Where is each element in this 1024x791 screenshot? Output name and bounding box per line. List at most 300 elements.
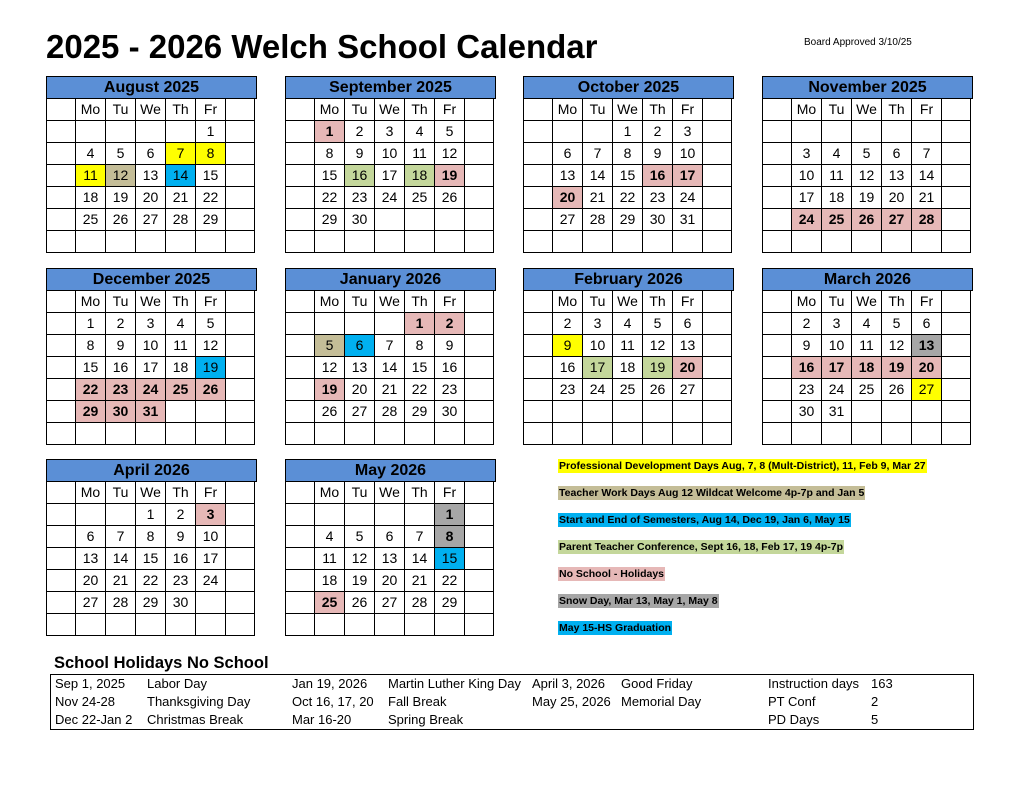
- week-row: [763, 187, 973, 209]
- week-row: [286, 231, 496, 253]
- spacer-cell: [703, 357, 732, 379]
- spacer-cell: [286, 143, 315, 165]
- spacer-cell: [763, 209, 792, 231]
- day-cell: 10: [375, 143, 405, 165]
- spacer-cell: [703, 401, 732, 423]
- day-cell: 9: [435, 335, 465, 357]
- weekday-label: Mo: [76, 482, 106, 504]
- day-cell: 31: [673, 209, 703, 231]
- week-row: [763, 209, 973, 231]
- day-cell: 6: [553, 143, 583, 165]
- day-cell: 19: [106, 187, 136, 209]
- week-row: [47, 209, 257, 231]
- day-cell: 9: [643, 143, 673, 165]
- weekday-label: We: [136, 482, 166, 504]
- spacer-cell: [465, 313, 494, 335]
- day-cell: 15: [315, 165, 345, 187]
- spacer-cell: [942, 291, 971, 313]
- month-title: September 2025: [286, 77, 496, 99]
- spacer-cell: [942, 209, 971, 231]
- spacer-cell: [226, 209, 255, 231]
- spacer-cell: [286, 187, 315, 209]
- day-cell: 23: [166, 570, 196, 592]
- day-cell: [405, 504, 435, 526]
- day-cell: 29: [136, 592, 166, 614]
- weekday-label: Tu: [583, 99, 613, 121]
- day-cell: [76, 614, 106, 636]
- weekday-label: We: [613, 291, 643, 313]
- spacer-cell: [226, 401, 255, 423]
- holidays-title: School Holidays No School: [54, 654, 269, 672]
- spacer-cell: [47, 313, 76, 335]
- spacer-cell: [524, 187, 553, 209]
- spacer-cell: [763, 423, 792, 445]
- week-row: [47, 504, 257, 526]
- weekday-label: We: [375, 291, 405, 313]
- spacer-cell: [465, 187, 494, 209]
- spacer-cell: [942, 379, 971, 401]
- holiday-cell: 2: [871, 694, 879, 709]
- day-cell: [553, 231, 583, 253]
- spacer-cell: [465, 231, 494, 253]
- day-cell: [375, 504, 405, 526]
- day-cell: [136, 231, 166, 253]
- day-cell: 30: [792, 401, 822, 423]
- holiday-cell: Thanksgiving Day: [147, 694, 251, 709]
- week-row: [286, 423, 496, 445]
- week-row: [47, 526, 257, 548]
- day-cell: 2: [345, 121, 375, 143]
- day-cell: [583, 401, 613, 423]
- day-cell: 20: [912, 357, 942, 379]
- month-calendar: [285, 459, 496, 636]
- day-cell: 6: [375, 526, 405, 548]
- spacer-cell: [465, 401, 494, 423]
- day-cell: 31: [822, 401, 852, 423]
- week-row: [524, 379, 734, 401]
- day-cell: 18: [852, 357, 882, 379]
- day-cell: 24: [673, 187, 703, 209]
- day-cell: 14: [166, 165, 196, 187]
- day-cell: [345, 614, 375, 636]
- day-cell: [405, 231, 435, 253]
- day-cell: 21: [166, 187, 196, 209]
- spacer-cell: [47, 209, 76, 231]
- day-cell: [553, 423, 583, 445]
- day-cell: 11: [822, 165, 852, 187]
- day-cell: [136, 614, 166, 636]
- day-cell: 21: [405, 570, 435, 592]
- spacer-cell: [286, 121, 315, 143]
- day-cell: 12: [315, 357, 345, 379]
- weekday-label: Mo: [553, 99, 583, 121]
- holiday-row: [51, 675, 973, 693]
- day-cell: [196, 423, 226, 445]
- spacer-cell: [286, 614, 315, 636]
- day-cell: [852, 423, 882, 445]
- spacer-cell: [286, 209, 315, 231]
- week-row: [286, 357, 496, 379]
- weekday-label: Th: [405, 291, 435, 313]
- spacer-cell: [763, 187, 792, 209]
- spacer-cell: [703, 313, 732, 335]
- weekday-label: Th: [405, 482, 435, 504]
- month-calendar: [46, 76, 257, 253]
- weekday-label: Mo: [553, 291, 583, 313]
- spacer-cell: [942, 231, 971, 253]
- day-cell: 26: [106, 209, 136, 231]
- weekday-label: Fr: [196, 482, 226, 504]
- day-cell: 6: [673, 313, 703, 335]
- day-cell: [315, 614, 345, 636]
- spacer-cell: [763, 121, 792, 143]
- weekday-header-row: [763, 291, 973, 313]
- day-cell: 12: [882, 335, 912, 357]
- day-cell: [583, 423, 613, 445]
- spacer-cell: [942, 165, 971, 187]
- month-title: October 2025: [524, 77, 734, 99]
- day-cell: [375, 423, 405, 445]
- weekday-label: Mo: [315, 99, 345, 121]
- day-cell: 1: [196, 121, 226, 143]
- month-title: April 2026: [47, 460, 257, 482]
- day-cell: 24: [136, 379, 166, 401]
- spacer-cell: [524, 209, 553, 231]
- week-row: [524, 401, 734, 423]
- day-cell: 11: [315, 548, 345, 570]
- day-cell: 27: [375, 592, 405, 614]
- day-cell: [852, 121, 882, 143]
- spacer-cell: [942, 401, 971, 423]
- day-cell: 18: [613, 357, 643, 379]
- day-cell: 21: [583, 187, 613, 209]
- day-cell: 16: [643, 165, 673, 187]
- day-cell: 25: [822, 209, 852, 231]
- day-cell: 6: [882, 143, 912, 165]
- day-cell: 26: [882, 379, 912, 401]
- day-cell: 20: [673, 357, 703, 379]
- day-cell: [912, 121, 942, 143]
- spacer-cell: [703, 143, 732, 165]
- spacer-cell: [942, 357, 971, 379]
- day-cell: [405, 209, 435, 231]
- page-title: 2025 - 2026 Welch School Calendar: [46, 28, 598, 65]
- weekday-label: Th: [882, 291, 912, 313]
- day-cell: 19: [315, 379, 345, 401]
- weekday-label: We: [613, 99, 643, 121]
- day-cell: 27: [673, 379, 703, 401]
- week-row: [763, 231, 973, 253]
- day-cell: 22: [76, 379, 106, 401]
- spacer-cell: [524, 99, 553, 121]
- day-cell: [792, 231, 822, 253]
- day-cell: 9: [792, 335, 822, 357]
- day-cell: 3: [136, 313, 166, 335]
- holiday-cell: 163: [871, 676, 893, 691]
- spacer-cell: [286, 592, 315, 614]
- day-cell: 24: [822, 379, 852, 401]
- week-row: [524, 143, 734, 165]
- day-cell: 23: [553, 379, 583, 401]
- weekday-label: Fr: [435, 482, 465, 504]
- spacer-cell: [47, 504, 76, 526]
- spacer-cell: [47, 401, 76, 423]
- holiday-cell: Christmas Break: [147, 712, 244, 727]
- week-row: [47, 313, 257, 335]
- day-cell: [315, 423, 345, 445]
- day-cell: 7: [583, 143, 613, 165]
- spacer-cell: [703, 291, 732, 313]
- day-cell: 7: [405, 526, 435, 548]
- day-cell: 19: [852, 187, 882, 209]
- day-cell: 20: [345, 379, 375, 401]
- spacer-cell: [47, 187, 76, 209]
- week-row: [47, 570, 257, 592]
- spacer-cell: [47, 291, 76, 313]
- week-row: [763, 313, 973, 335]
- day-cell: [405, 614, 435, 636]
- day-cell: 5: [106, 143, 136, 165]
- spacer-cell: [942, 121, 971, 143]
- day-cell: 28: [375, 401, 405, 423]
- day-cell: 21: [106, 570, 136, 592]
- day-cell: 9: [553, 335, 583, 357]
- legend-item: Start and End of Semesters, Aug 14, Dec 19, Jan 6, May 15: [559, 514, 850, 526]
- legend-item: May 15-HS Graduation: [559, 622, 672, 634]
- day-cell: [553, 401, 583, 423]
- week-row: [286, 379, 496, 401]
- weekday-label: We: [375, 99, 405, 121]
- day-cell: 7: [375, 335, 405, 357]
- weekday-label: Tu: [345, 482, 375, 504]
- day-cell: [643, 231, 673, 253]
- spacer-cell: [226, 548, 255, 570]
- spacer-cell: [465, 99, 494, 121]
- approval-note: Board Approved 3/10/25: [804, 37, 912, 48]
- spacer-cell: [763, 143, 792, 165]
- day-cell: 26: [196, 379, 226, 401]
- day-cell: 5: [435, 121, 465, 143]
- spacer-cell: [47, 379, 76, 401]
- spacer-cell: [226, 313, 255, 335]
- day-cell: 17: [673, 165, 703, 187]
- spacer-cell: [703, 99, 732, 121]
- week-row: [47, 379, 257, 401]
- spacer-cell: [286, 423, 315, 445]
- day-cell: 15: [613, 165, 643, 187]
- spacer-cell: [47, 357, 76, 379]
- month-title: March 2026: [763, 269, 973, 291]
- weekday-label: Tu: [106, 99, 136, 121]
- spacer-cell: [47, 231, 76, 253]
- day-cell: 24: [583, 379, 613, 401]
- spacer-cell: [524, 401, 553, 423]
- spacer-cell: [286, 99, 315, 121]
- spacer-cell: [47, 548, 76, 570]
- week-row: [286, 614, 496, 636]
- spacer-cell: [465, 482, 494, 504]
- weekday-label: Mo: [792, 99, 822, 121]
- day-cell: 9: [166, 526, 196, 548]
- day-cell: 29: [76, 401, 106, 423]
- week-row: [763, 143, 973, 165]
- week-row: [47, 357, 257, 379]
- day-cell: [852, 401, 882, 423]
- day-cell: [673, 401, 703, 423]
- day-cell: 7: [166, 143, 196, 165]
- spacer-cell: [524, 423, 553, 445]
- spacer-cell: [524, 379, 553, 401]
- day-cell: 3: [583, 313, 613, 335]
- weekday-header-row: [524, 291, 734, 313]
- weekday-label: Tu: [106, 291, 136, 313]
- day-cell: 18: [822, 187, 852, 209]
- spacer-cell: [226, 99, 255, 121]
- spacer-cell: [703, 121, 732, 143]
- weekday-label: We: [375, 482, 405, 504]
- day-cell: 5: [315, 335, 345, 357]
- day-cell: 2: [643, 121, 673, 143]
- weekday-header-row: [524, 99, 734, 121]
- day-cell: 10: [196, 526, 226, 548]
- day-cell: 15: [405, 357, 435, 379]
- spacer-cell: [763, 379, 792, 401]
- day-cell: 13: [912, 335, 942, 357]
- holiday-cell: Martin Luther King Day: [388, 676, 521, 691]
- day-cell: 8: [405, 335, 435, 357]
- day-cell: 25: [315, 592, 345, 614]
- day-cell: [375, 231, 405, 253]
- holiday-row: [51, 711, 973, 729]
- day-cell: [822, 423, 852, 445]
- weekday-label: Tu: [345, 99, 375, 121]
- day-cell: [345, 504, 375, 526]
- day-cell: [106, 504, 136, 526]
- day-cell: [822, 121, 852, 143]
- day-cell: 22: [196, 187, 226, 209]
- day-cell: 20: [76, 570, 106, 592]
- day-cell: 23: [435, 379, 465, 401]
- spacer-cell: [226, 570, 255, 592]
- month-calendar: [46, 459, 257, 636]
- month-calendar: [762, 268, 973, 445]
- weekday-header-row: [47, 482, 257, 504]
- spacer-cell: [763, 231, 792, 253]
- week-row: [763, 379, 973, 401]
- week-row: [524, 209, 734, 231]
- spacer-cell: [524, 291, 553, 313]
- spacer-cell: [226, 504, 255, 526]
- day-cell: [643, 401, 673, 423]
- holiday-cell: Sep 1, 2025: [55, 676, 126, 691]
- day-cell: [912, 423, 942, 445]
- day-cell: [106, 614, 136, 636]
- week-row: [47, 165, 257, 187]
- spacer-cell: [226, 482, 255, 504]
- spacer-cell: [763, 335, 792, 357]
- spacer-cell: [286, 482, 315, 504]
- spacer-cell: [524, 165, 553, 187]
- day-cell: 21: [912, 187, 942, 209]
- day-cell: 25: [852, 379, 882, 401]
- day-cell: 14: [106, 548, 136, 570]
- day-cell: [136, 423, 166, 445]
- day-cell: [643, 423, 673, 445]
- day-cell: 1: [136, 504, 166, 526]
- day-cell: 11: [405, 143, 435, 165]
- spacer-cell: [286, 526, 315, 548]
- day-cell: 27: [76, 592, 106, 614]
- holiday-cell: Oct 16, 17, 20: [292, 694, 374, 709]
- day-cell: 29: [315, 209, 345, 231]
- day-cell: 3: [673, 121, 703, 143]
- spacer-cell: [703, 209, 732, 231]
- spacer-cell: [226, 291, 255, 313]
- spacer-cell: [465, 548, 494, 570]
- spacer-cell: [524, 335, 553, 357]
- holiday-cell: May 25, 2026: [532, 694, 611, 709]
- spacer-cell: [47, 614, 76, 636]
- day-cell: 25: [613, 379, 643, 401]
- day-cell: 26: [345, 592, 375, 614]
- week-row: [524, 423, 734, 445]
- spacer-cell: [465, 121, 494, 143]
- day-cell: 25: [76, 209, 106, 231]
- day-cell: 4: [613, 313, 643, 335]
- spacer-cell: [942, 313, 971, 335]
- weekday-label: Mo: [76, 291, 106, 313]
- weekday-label: Th: [643, 291, 673, 313]
- day-cell: 13: [882, 165, 912, 187]
- day-cell: 29: [196, 209, 226, 231]
- day-cell: 12: [643, 335, 673, 357]
- day-cell: [345, 313, 375, 335]
- day-cell: [345, 423, 375, 445]
- spacer-cell: [763, 401, 792, 423]
- legend-item: Teacher Work Days Aug 12 Wildcat Welcome 4p-7p and Jan 5: [559, 487, 865, 499]
- weekday-label: Fr: [673, 99, 703, 121]
- day-cell: [912, 231, 942, 253]
- spacer-cell: [286, 165, 315, 187]
- day-cell: [76, 423, 106, 445]
- month-calendar: [762, 76, 973, 253]
- spacer-cell: [226, 379, 255, 401]
- legend-item: Professional Development Days Aug, 7, 8 (Mult-District), 11, Feb 9, Mar 27: [559, 460, 926, 472]
- legend-item: No School - Holidays: [559, 568, 665, 580]
- spacer-cell: [286, 335, 315, 357]
- spacer-cell: [47, 121, 76, 143]
- spacer-cell: [703, 379, 732, 401]
- month-title: November 2025: [763, 77, 973, 99]
- day-cell: 16: [792, 357, 822, 379]
- weekday-label: Tu: [583, 291, 613, 313]
- day-cell: 13: [136, 165, 166, 187]
- day-cell: 8: [196, 143, 226, 165]
- spacer-cell: [942, 187, 971, 209]
- spacer-cell: [286, 548, 315, 570]
- holiday-cell: Labor Day: [147, 676, 207, 691]
- day-cell: 23: [792, 379, 822, 401]
- spacer-cell: [286, 401, 315, 423]
- day-cell: [613, 401, 643, 423]
- spacer-cell: [47, 165, 76, 187]
- day-cell: [583, 121, 613, 143]
- day-cell: [196, 231, 226, 253]
- day-cell: [375, 614, 405, 636]
- weekday-label: We: [136, 291, 166, 313]
- weekday-header-row: [286, 291, 496, 313]
- day-cell: 26: [852, 209, 882, 231]
